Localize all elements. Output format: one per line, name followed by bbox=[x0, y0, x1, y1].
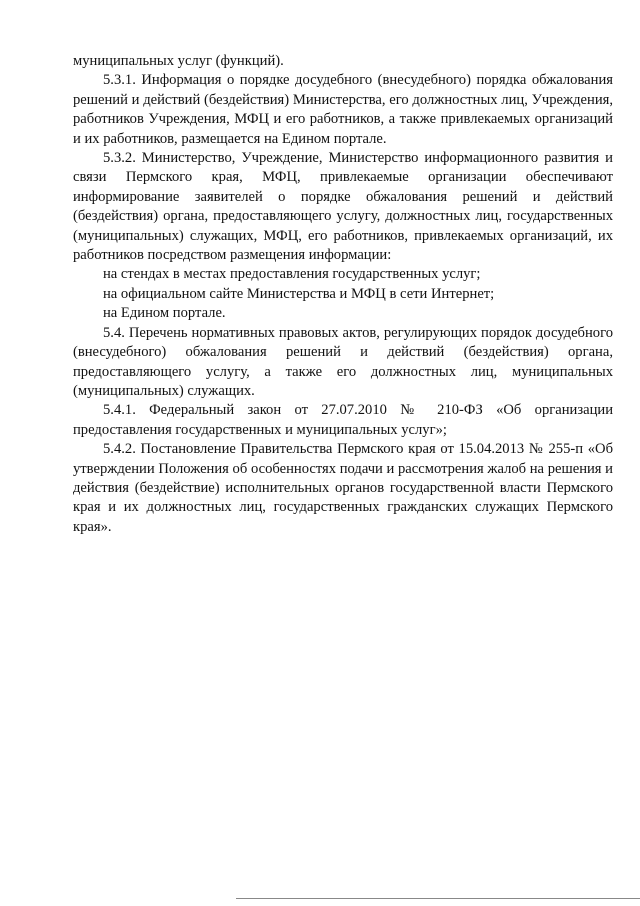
list-item-website: на официальном сайте Министерства и МФЦ в сети Интернет; bbox=[103, 285, 495, 302]
paragraph-5-4: 5.4. Перечень нормативных правовых актов, регулирующих порядок досудебного (внесудебного) обжалования решений и действий (бездействия) органа, предоставляющего услугу, а также его должностных лиц, муниципальных (муниципальных) служащих. bbox=[73, 324, 613, 399]
paragraph-5-4-2: 5.4.2. Постановление Правительства Пермского края от 15.04.2013 № 255-п «Об утверждении Положения об особенностях подачи и рассмотрения жалоб на решения и действия (бездействие) исполнительных органов государственной власти Пермского края и их должностных лиц, государственных гражданских служащих Пермского края». bbox=[73, 441, 613, 535]
paragraph-5-3-2: 5.3.2. Министерство, Учреждение, Министерство информационного развития и связи Пермского края, МФЦ, привлекаемые организации обеспечивают информирование заявителей о порядке обжалования решений и действий (бездействия) органа, предоставляющего услугу, должностных лиц, государственных (муниципальных) служащих, МФЦ, его работников, привлекаемых организаций, их работников посредством размещения информации: bbox=[73, 150, 613, 264]
paragraph-continuation: муниципальных услуг (функций). bbox=[73, 53, 284, 69]
paragraph-5-4-1: 5.4.1. Федеральный закон от 27.07.2010 № 210-ФЗ «Об организации предоставления государственных и муниципальных услуг»; bbox=[73, 402, 613, 438]
list-item-portal: на Едином портале. bbox=[103, 305, 226, 322]
list-item-stands: на стендах в местах предоставления государственных услуг; bbox=[103, 266, 481, 283]
paragraph-5-3-1: 5.3.1. Информация о порядке досудебного (внесудебного) порядка обжалования решений и действий (бездействия) Министерства, его должностных лиц, Учреждения, работников Учреждения, МФЦ и его работников, а также привлекаемых организаций и их работников, размещается на Едином портале. bbox=[73, 72, 613, 147]
document-body bbox=[73, 52, 613, 537]
